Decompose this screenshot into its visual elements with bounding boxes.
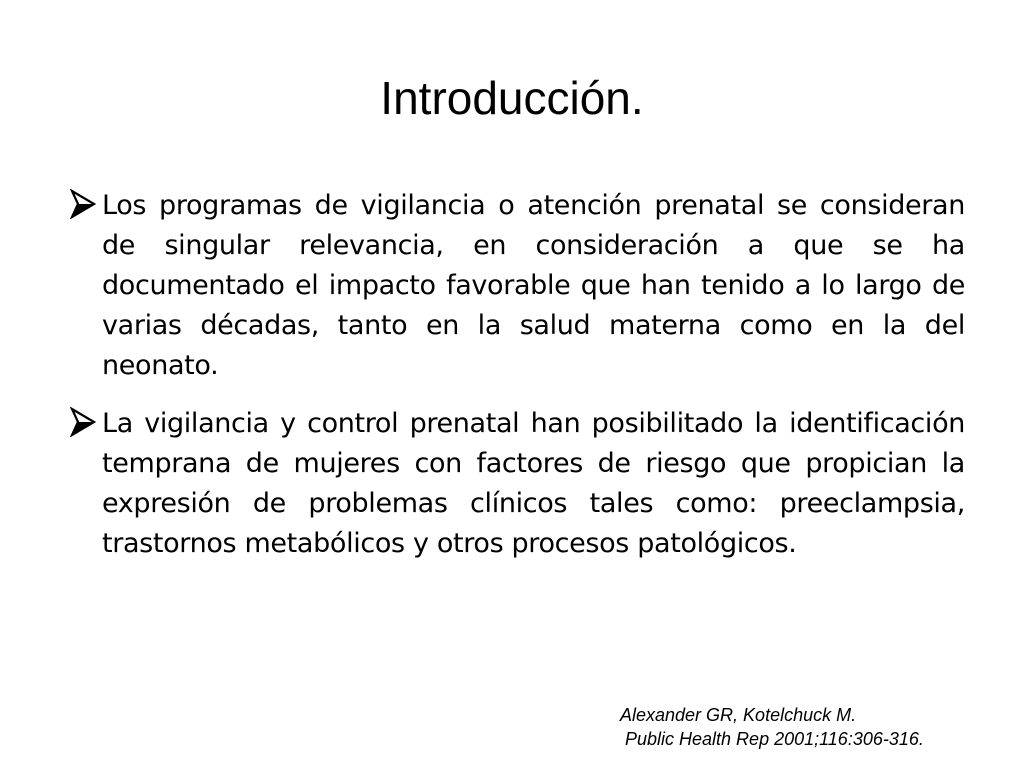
arrowhead-bullet-icon [70,407,96,437]
slide-title: Introducción. [380,72,644,124]
bullet-list [70,186,965,582]
bullet-text: Los programas de vigilancia o atención prenatal se consideran de singular relevancia, en consideración a que se ha documentado el impacto favorable que han tenido a lo largo de varias décadas, tanto en la salud materna como en la del neonato. [102,190,965,381]
bullet-item [70,404,965,564]
bullet-text: La vigilancia y control prenatal han posibilitado la identificación temprana de mujeres con factores de riesgo que propician la expresión de problemas clínicos tales como: preeclampsia, trastornos metabólicos y otros procesos patológicos. [102,408,965,559]
citation-authors: Alexander GR, Kotelchuck M. [620,705,857,725]
citation [620,703,1000,751]
bullet-item [70,186,965,386]
arrowhead-bullet-icon [70,189,96,219]
citation-journal: Public Health Rep 2001;116:306-316. [625,729,924,749]
